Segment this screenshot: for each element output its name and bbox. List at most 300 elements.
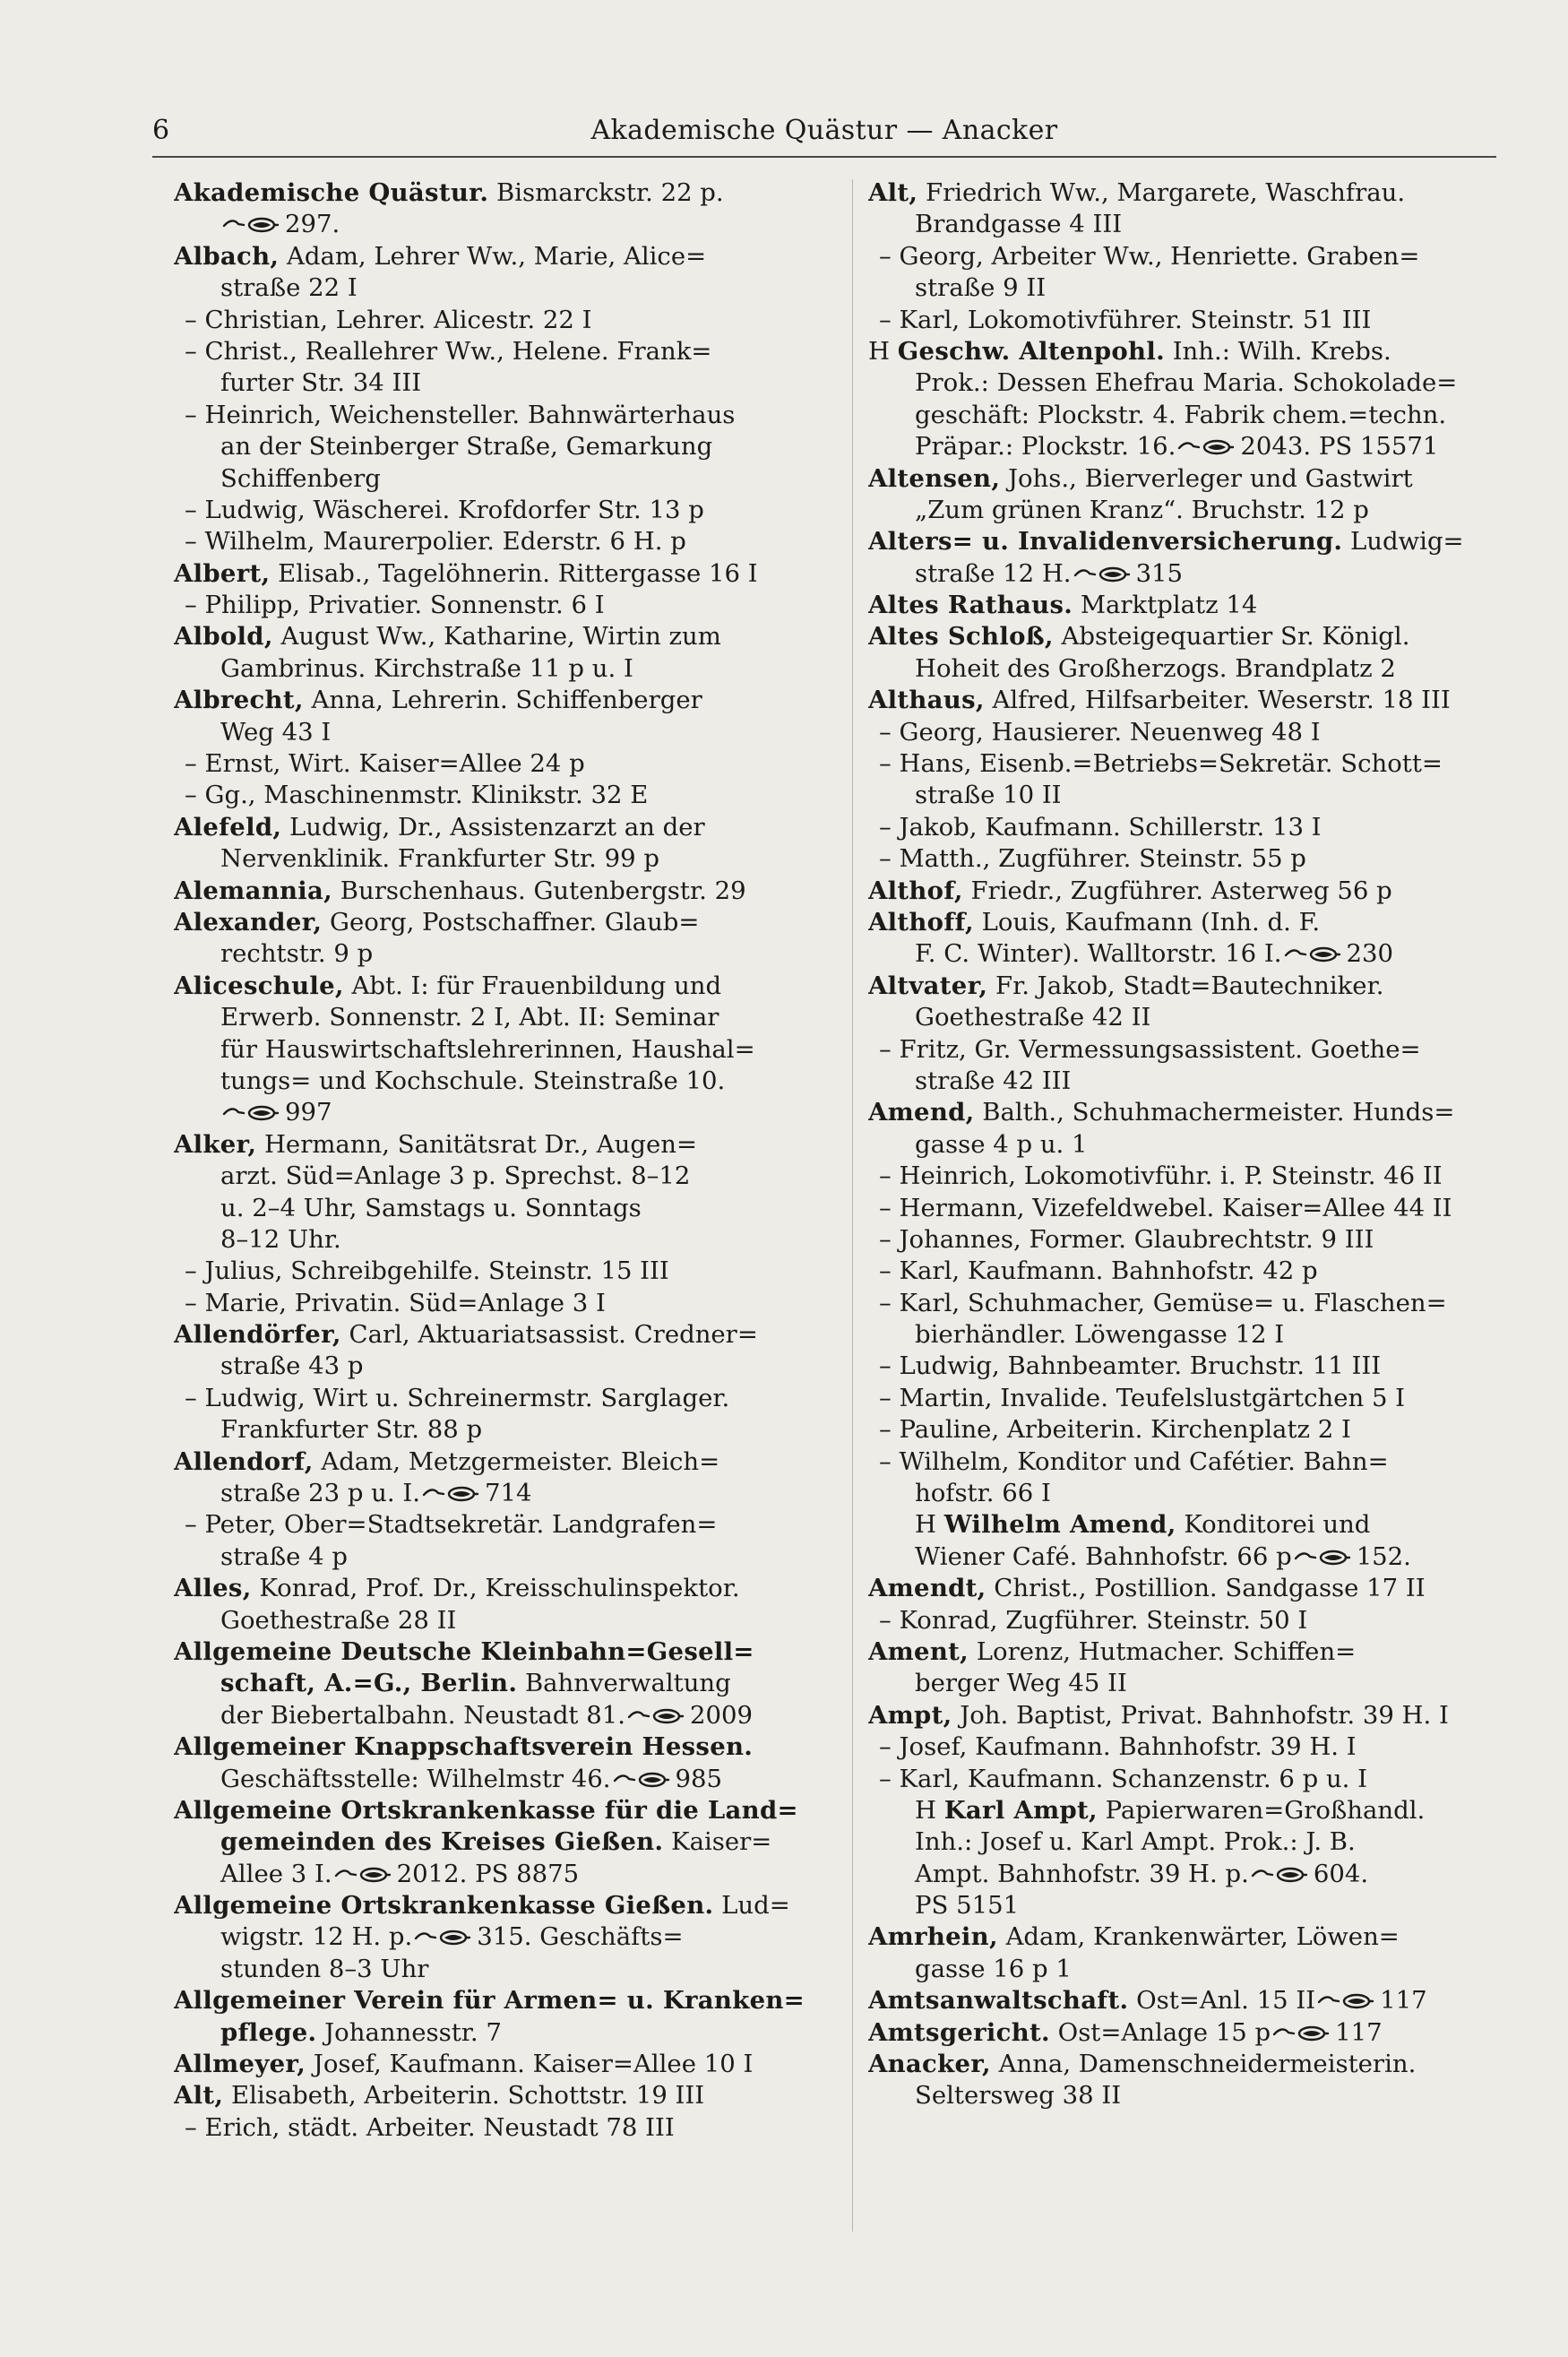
entry-first-line [174, 526, 841, 557]
entry-first-line [868, 590, 1536, 621]
entry-text: rechtstr. 9 p [220, 939, 374, 969]
entry-text: PS 5151 [915, 1891, 1020, 1921]
entry-text: Ampt. Bahnhofstr. 39 H. p. [915, 1859, 1249, 1888]
entry-first-line [174, 876, 841, 907]
entry-text: – Philipp, Privatier. Sonnenstr. 6 I [185, 591, 605, 620]
entry-text: Friedrich Ww., Margarete, Waschfrau. [918, 178, 1406, 207]
entry-first-line [868, 1921, 1536, 1953]
directory-entry [868, 717, 1536, 748]
entry-continuation-line [174, 1700, 841, 1731]
directory-entry [868, 1193, 1536, 1224]
entry-first-line [868, 1161, 1536, 1192]
entry-text: Goethestraße 28 II [220, 1605, 457, 1635]
entry-continuation-line [174, 1193, 841, 1224]
entry-continuation-line [174, 1066, 841, 1097]
directory-entry [868, 463, 1536, 527]
directory-entry [174, 1446, 841, 1510]
entry-text: straße 23 p u. I. [220, 1479, 420, 1508]
directory-entry [868, 1383, 1536, 1414]
entry-text: – Ludwig, Bahnbeamter. Bruchstr. 11 III [879, 1351, 1382, 1381]
entry-text: – Peter, Ober=Stadtsekretär. Landgrafen= [185, 1510, 718, 1540]
entry-continuation-line [174, 1541, 841, 1573]
entry-first-line [868, 1034, 1536, 1066]
entry-name: Albert, [174, 558, 271, 588]
directory-entry [174, 1509, 841, 1573]
entry-name: Anacker, [868, 2050, 991, 2079]
entry-first-line [868, 812, 1536, 843]
entry-continuation-line [868, 367, 1536, 399]
entry-text: Gambrinus. Kirchstraße 11 p u. I [220, 653, 633, 683]
entry-first-line [174, 971, 841, 1002]
entry-continuation-line [868, 431, 1536, 462]
entry-continuation-line [174, 1826, 841, 1858]
directory-entry [868, 1097, 1536, 1161]
entry-continuation-line [174, 463, 841, 495]
phone-number: 117 [1380, 1986, 1427, 2016]
directory-entry [868, 1636, 1536, 1700]
entry-text: Brandgasse 4 III [915, 210, 1123, 239]
entry-text: Hoheit des Großherzogs. Brandplatz 2 [915, 653, 1396, 683]
entry-text: tungs= und Kochschule. Steinstraße 10. [220, 1066, 726, 1095]
entry-text: hofstr. 66 I [915, 1479, 1051, 1508]
entry-text: straße 42 III [915, 1066, 1072, 1095]
directory-entry [174, 495, 841, 526]
phone-number: 604. [1313, 1859, 1369, 1888]
entry-text: – Ernst, Wirt. Kaiser=Allee 24 p [185, 749, 585, 779]
right-column [868, 177, 1536, 2112]
directory-entry [868, 1795, 1536, 1922]
entry-text: Ost=Anl. 15 II [1128, 1986, 1316, 2016]
telephone-icon [414, 1929, 471, 1947]
entry-text: Geschäftsstelle: Wilhelmstr 46. [220, 1764, 611, 1793]
entry-first-line [174, 1890, 841, 1921]
entry-text: – Ludwig, Wirt u. Schreinermstr. Sarglager. [185, 1383, 730, 1412]
entry-text-after: Inh.: Wilh. Krebs. [1164, 336, 1391, 366]
entry-first-line [174, 907, 841, 938]
entry-text: – Julius, Schreibgehilfe. Steinstr. 15 III [185, 1256, 669, 1286]
entry-name: Alles, [174, 1574, 252, 1603]
phone-number: 117 [1335, 2017, 1383, 2047]
entry-text: Alfred, Hilfsarbeiter. Weserstr. 18 III [984, 686, 1451, 715]
phone-number: 2012. [396, 1859, 468, 1888]
entry-continuation-line [174, 367, 841, 399]
entry-text: u. 2–4 Uhr, Samstags u. Sonntags [220, 1193, 642, 1222]
directory-entry [868, 241, 1536, 305]
entry-name: Akademische Quästur. [174, 178, 489, 207]
directory-entry [174, 1985, 841, 2049]
entry-first-line [868, 1097, 1536, 1128]
telephone-icon [1317, 1992, 1374, 2010]
entry-text: Seltersweg 38 II [915, 2081, 1122, 2111]
directory-entry [868, 1224, 1536, 1256]
entry-first-line [174, 590, 841, 621]
entry-continuation-line [174, 1605, 841, 1636]
entry-text: Wiener Café. Bahnhofstr. 66 p [915, 1541, 1292, 1571]
entry-continuation-line [174, 1414, 841, 1446]
entry-first-line [868, 1700, 1536, 1731]
telephone-icon [1294, 1549, 1351, 1567]
entry-continuation-line [174, 1921, 841, 1953]
entry-text: Balth., Schuhmachermeister. Hunds= [974, 1098, 1455, 1127]
entry-text-after: Geschäfts= [531, 1922, 684, 1952]
entry-text: Joh. Baptist, Privat. Bahnhofstr. 39 H. I [952, 1700, 1449, 1730]
entry-first-line [868, 1795, 1536, 1826]
entry-text: – Pauline, Arbeiterin. Kirchenplatz 2 I [879, 1415, 1351, 1445]
entry-text: – Karl, Lokomotivführer. Steinstr. 51 III [879, 305, 1372, 334]
directory-entry [868, 1161, 1536, 1192]
entry-name: Althaus, [868, 686, 985, 715]
entry-text: Bahnverwaltung [517, 1669, 731, 1698]
entry-text: Konrad, Prof. Dr., Kreisschulinspektor. [251, 1574, 740, 1603]
entry-text: – Karl, Schuhmacher, Gemüse= u. Flaschen= [879, 1288, 1447, 1317]
entry-continuation-line [174, 1097, 841, 1128]
entry-text: bierhändler. Löwengasse 12 I [915, 1320, 1285, 1350]
entry-continuation-line [868, 1890, 1536, 1921]
entry-text: – Georg, Arbeiter Ww., Henriette. Graben= [879, 241, 1420, 271]
entry-text: – Johannes, Former. Glaubrechtstr. 9 III [879, 1224, 1374, 1254]
entry-first-line [868, 305, 1536, 336]
entry-text: – Fritz, Gr. Vermessungsassistent. Goethe= [879, 1034, 1421, 1064]
entry-text: Burschenhaus. Gutenbergstr. 29 [332, 876, 746, 905]
running-title: Akademische Quästur — Anacker [590, 115, 1058, 146]
entry-first-line [868, 1446, 1536, 1478]
directory-entry [868, 336, 1536, 463]
entry-text-after: Konditorei und [1176, 1510, 1371, 1540]
directory-entry [174, 971, 841, 1129]
entry-text: gasse 16 p 1 [915, 1954, 1072, 1983]
entry-name: Althoff, [868, 907, 974, 937]
entry-text: – Wilhelm, Maurerpolier. Ederstr. 6 H. p [185, 527, 686, 557]
entry-text: Adam, Lehrer Ww., Marie, Alice= [279, 241, 707, 271]
entry-text: – Ludwig, Wäscherei. Krofdorfer Str. 13 p [185, 495, 704, 524]
entry-text: Absteigequartier Sr. Königl. [1053, 622, 1410, 652]
entry-first-line [868, 177, 1536, 209]
directory-entry [174, 1383, 841, 1446]
directory-entry [174, 621, 841, 685]
entry-text: Adam, Metzgermeister. Bleich= [313, 1446, 720, 1476]
directory-entry [868, 907, 1536, 971]
directory-entry [174, 336, 841, 400]
left-column [174, 177, 841, 2144]
entry-first-line [174, 2112, 841, 2144]
entry-first-line [174, 1129, 841, 1161]
phone-number: 2043. [1240, 432, 1312, 462]
entry-text: Lorenz, Hutmacher. Schiffen= [969, 1636, 1357, 1666]
entry-text: – Christian, Lehrer. Alicestr. 22 I [185, 305, 592, 334]
phone-number: 152. [1356, 1541, 1411, 1571]
entry-name: Amtsgericht. [868, 2017, 1050, 2047]
directory-entry [868, 2017, 1536, 2049]
entry-name: Geschw. Altenpohl. [897, 336, 1165, 366]
telephone-icon [334, 1866, 392, 1884]
entry-text: Prok.: Dessen Ehefrau Maria. Schokolade= [915, 368, 1458, 398]
telephone-icon [1073, 566, 1131, 583]
entry-text: Marktplatz 14 [1073, 591, 1258, 620]
entry-text: – Erich, städt. Arbeiter. Neustadt 78 III [185, 2112, 675, 2142]
entry-name: Albold, [174, 622, 273, 652]
entry-text: Elisab., Tagelöhnerin. Rittergasse 16 I [270, 558, 758, 588]
phone-number: 714 [484, 1479, 532, 1508]
entry-first-line [174, 1731, 841, 1763]
entry-text: furter Str. 34 III [220, 368, 422, 398]
entry-text: Schiffenberg [220, 463, 381, 493]
entry-text: stunden 8–3 Uhr [220, 1954, 429, 1983]
entry-text: F. C. Winter). Walltorstr. 16 I. [915, 939, 1282, 969]
directory-entry [174, 1319, 841, 1383]
entry-text: Lud= [713, 1891, 790, 1921]
entry-first-line [868, 876, 1536, 907]
telephone-icon [1177, 438, 1235, 456]
entry-first-line [868, 1224, 1536, 1256]
directory-entry [174, 2112, 841, 2144]
entry-first-line [174, 305, 841, 336]
entry-text: 8–12 Uhr. [220, 1224, 341, 1254]
entry-first-line [868, 1383, 1536, 1414]
directory-entry [868, 177, 1536, 241]
entry-name: Allgemeine Ortskrankenkasse für die Land= [174, 1795, 798, 1825]
directory-entry [868, 843, 1536, 875]
entry-name: Aliceschule, [174, 971, 344, 1000]
directory-entry [868, 971, 1536, 1034]
entry-text: „Zum grünen Kranz“. Bruchstr. 12 p [915, 495, 1369, 524]
entry-first-line [868, 2017, 1536, 2049]
entry-text: – Gg., Maschinenmstr. Klinikstr. 32 E [185, 781, 649, 810]
phone-number: 2009 [689, 1700, 753, 1730]
entry-text: für Hauswirtschaftslehrerinnen, Haushal= [220, 1034, 755, 1064]
entry-continuation-line [174, 1478, 841, 1509]
entry-first-line [174, 748, 841, 780]
entry-text: – Heinrich, Weichensteller. Bahnwärterhaus [185, 400, 736, 429]
entry-continuation-line [174, 1224, 841, 1256]
directory-entry [174, 558, 841, 590]
page-number: 6 [152, 115, 170, 146]
entry-text: Christ., Postillion. Sandgasse 17 II [986, 1574, 1426, 1603]
firm-marker: H [868, 336, 898, 366]
directory-entry [174, 1890, 841, 1985]
entry-text: Johannesstr. 7 [316, 2017, 502, 2047]
entry-first-line [174, 1288, 841, 1319]
entry-name: Allgemeine Deutsche Kleinbahn=Gesell= [174, 1636, 754, 1666]
entry-text: Anna, Lehrerin. Schiffenberger [303, 686, 702, 715]
directory-entry [868, 526, 1536, 590]
entry-first-line [174, 780, 841, 811]
entry-text: Präpar.: Plockstr. 16. [915, 432, 1176, 462]
directory-entry [868, 1446, 1536, 1510]
entry-text: straße 22 I [220, 273, 358, 303]
entry-name: Altes Schloß, [868, 622, 1054, 652]
entry-text: Goethestraße 42 II [915, 1003, 1151, 1032]
entry-continuation-line [868, 1954, 1536, 1985]
entry-text: – Matth., Zugführer. Steinstr. 55 p [879, 844, 1306, 874]
directory-entry [868, 1985, 1536, 2016]
entry-name: Allmeyer, [174, 2050, 306, 2079]
entry-name: Allgemeiner Knappschaftsverein Hessen. [174, 1732, 754, 1762]
entry-text: – Martin, Invalide. Teufelslustgärtchen 5 I [879, 1383, 1406, 1412]
directory-entry [174, 1256, 841, 1287]
entry-first-line [174, 1446, 841, 1478]
entry-text: gasse 4 p u. 1 [915, 1129, 1088, 1159]
directory-entry [868, 812, 1536, 843]
entry-continuation-line [174, 653, 841, 685]
entry-continuation-line [174, 1002, 841, 1033]
firm-marker: H [915, 1795, 944, 1825]
entry-first-line [868, 1573, 1536, 1604]
entry-text: arzt. Süd=Anlage 3 p. Sprechst. 8–12 [220, 1161, 691, 1191]
entry-continuation-line [174, 2017, 841, 2049]
entry-text: Erwerb. Sonnenstr. 2 I, Abt. II: Seminar [220, 1003, 719, 1032]
entry-text: straße 12 H. [915, 558, 1072, 588]
entry-first-line [868, 1764, 1536, 1795]
entry-first-line [868, 1288, 1536, 1319]
directory-entry [868, 1288, 1536, 1351]
entry-continuation-line [868, 938, 1536, 970]
directory-entry [174, 1288, 841, 1319]
entry-text: – Georg, Hausierer. Neuenweg 48 I [879, 717, 1321, 747]
directory-entry [174, 2080, 841, 2111]
entry-continuation-line [174, 1954, 841, 1985]
telephone-icon [613, 1771, 670, 1789]
phone-number: 315. [477, 1922, 532, 1952]
entry-continuation-line [868, 1478, 1536, 1509]
entry-first-line [868, 1414, 1536, 1446]
entry-first-line [868, 1509, 1536, 1541]
directory-entry [868, 1731, 1536, 1763]
entry-continuation-line [868, 400, 1536, 431]
entry-continuation-line [174, 431, 841, 462]
entry-text: straße 4 p [220, 1541, 348, 1571]
entry-text: berger Weg 45 II [915, 1669, 1127, 1698]
entry-first-line [868, 463, 1536, 495]
entry-continuation-line [174, 717, 841, 748]
entry-name: Allgemeiner Verein für Armen= u. Kranken= [174, 1986, 806, 2016]
entry-text: wigstr. 12 H. p. [220, 1922, 413, 1952]
phone-number: 315 [1135, 558, 1184, 588]
entry-continuation-line [174, 938, 841, 970]
directory-entry [174, 241, 841, 305]
entry-name: gemeinden des Kreises Gießen. [220, 1827, 664, 1857]
entry-text: Kaiser= [663, 1827, 772, 1857]
directory-entry [174, 812, 841, 876]
firm-marker: H [915, 1510, 944, 1540]
entry-first-line [174, 558, 841, 590]
directory-entry [174, 907, 841, 971]
entry-first-line [174, 1256, 841, 1287]
directory-entry [868, 590, 1536, 621]
directory-entry [174, 780, 841, 811]
entry-continuation-line [868, 2080, 1536, 2111]
entry-first-line [868, 526, 1536, 557]
entry-continuation-line [174, 1351, 841, 1382]
entry-text: Anna, Damenschneidermeisterin. [990, 2050, 1417, 2079]
directory-entry [868, 1573, 1536, 1604]
entry-first-line [868, 1985, 1536, 2016]
entry-name: Amrhein, [868, 1922, 998, 1952]
entry-continuation-line [868, 272, 1536, 304]
entry-text: – Christ., Reallehrer Ww., Helene. Frank= [185, 336, 712, 366]
entry-name: Amtsanwaltschaft. [868, 1986, 1129, 2016]
entry-continuation-line [174, 1764, 841, 1795]
entry-text: Abt. I: für Frauenbildung und [343, 971, 722, 1000]
directory-entry [868, 2049, 1536, 2112]
entry-text-after: PS 15571 [1311, 432, 1439, 462]
entry-text: straße 10 II [915, 781, 1062, 810]
entry-text: Frankfurter Str. 88 p [220, 1415, 483, 1445]
entry-continuation-line [868, 495, 1536, 526]
entry-continuation-line [868, 1002, 1536, 1033]
directory-entry [868, 1414, 1536, 1446]
entry-first-line [174, 495, 841, 526]
entry-first-line [174, 812, 841, 843]
column-divider [852, 179, 853, 2232]
directory-entry [174, 1731, 841, 1795]
entry-name: Alt, [174, 2081, 224, 2111]
entry-text: Carl, Aktuariatsassist. Credner= [340, 1320, 758, 1350]
telephone-icon [222, 1104, 280, 1122]
entry-first-line [868, 1636, 1536, 1668]
entry-first-line [868, 2049, 1536, 2080]
directory-entry [174, 1636, 841, 1731]
entry-first-line [174, 177, 841, 209]
entry-continuation-line [868, 209, 1536, 240]
entry-first-line [174, 1795, 841, 1826]
entry-continuation-line [174, 1859, 841, 1890]
entry-text: – Wilhelm, Konditor und Cafétier. Bahn= [879, 1446, 1389, 1476]
entry-name: schaft, A.=G., Berlin. [220, 1669, 518, 1698]
telephone-icon [1272, 2025, 1330, 2042]
entry-name: Wilhelm Amend, [943, 1510, 1176, 1540]
entry-continuation-line [174, 209, 841, 240]
entry-name: Altensen, [868, 463, 1001, 493]
entry-text: – Heinrich, Lokomotivführ. i. P. Steinstr. 46 II [879, 1161, 1443, 1191]
entry-text: Fr. Jakob, Stadt=Bautechniker. [987, 971, 1384, 1000]
entry-text: Hermann, Sanitätsrat Dr., Augen= [256, 1129, 698, 1159]
entry-first-line [174, 1636, 841, 1668]
directory-entry [174, 590, 841, 621]
entry-first-line [868, 1193, 1536, 1224]
entry-text: Weg 43 I [220, 717, 332, 747]
directory-entry [174, 2049, 841, 2080]
entry-text: – Jakob, Kaufmann. Schillerstr. 13 I [879, 812, 1322, 842]
entry-text: Adam, Krankenwärter, Löwen= [997, 1922, 1400, 1952]
telephone-icon [422, 1485, 479, 1503]
entry-text: – Hans, Eisenb.=Betriebs=Sekretär. Schott= [879, 749, 1443, 779]
entry-continuation-line [868, 1826, 1536, 1858]
directory-entry [868, 305, 1536, 336]
directory-entry [868, 1700, 1536, 1731]
entry-first-line [868, 748, 1536, 780]
entry-name: Amendt, [868, 1574, 986, 1603]
directory-entry [868, 1034, 1536, 1098]
entry-name: Altes Rathaus. [868, 591, 1073, 620]
entry-text: an der Steinberger Straße, Gemarkung [220, 432, 713, 462]
entry-text: Nervenklinik. Frankfurter Str. 99 p [220, 844, 659, 874]
entry-continuation-line [868, 1319, 1536, 1351]
entry-continuation-line [868, 1541, 1536, 1573]
entry-text: Johs., Bierverleger und Gastwirt [1000, 463, 1413, 493]
entry-name: Allgemeine Ortskrankenkasse Gießen. [174, 1891, 714, 1921]
entry-name: pflege. [220, 2017, 317, 2047]
entry-text: Ludwig= [1342, 527, 1464, 557]
directory-entry [868, 685, 1536, 716]
entry-text: Georg, Postschaffner. Glaub= [322, 907, 700, 937]
entry-text: – Hermann, Vizefeldwebel. Kaiser=Allee 44 II [879, 1193, 1452, 1222]
entry-first-line [868, 241, 1536, 272]
entry-text: August Ww., Katharine, Wirtin zum [272, 622, 721, 652]
entry-text: – Josef, Kaufmann. Bahnhofstr. 39 H. I [879, 1732, 1357, 1762]
directory-entry [174, 1795, 841, 1890]
entry-first-line [174, 1509, 841, 1541]
entry-name: Albrecht, [174, 686, 304, 715]
